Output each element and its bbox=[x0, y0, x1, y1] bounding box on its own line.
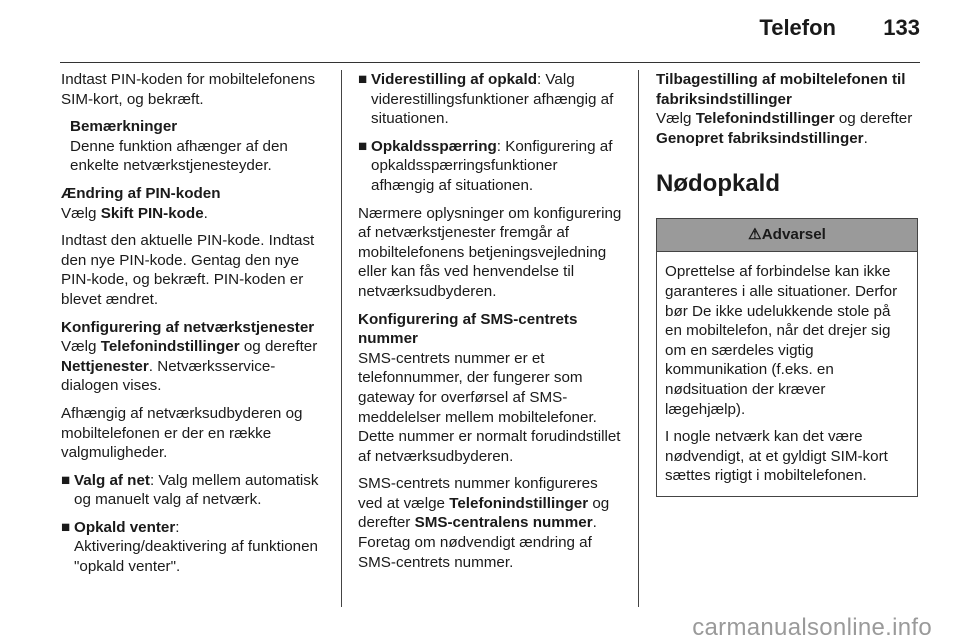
note-block bbox=[70, 117, 326, 176]
warning-title: Advarsel bbox=[761, 226, 826, 244]
emergency-heading: Nødopkald bbox=[656, 170, 780, 198]
bullet-list bbox=[358, 70, 623, 196]
section-heading: Tilbagestilling af mobiltelefonen til fabriksindstillinger bbox=[656, 71, 906, 108]
list-item: ■ Valg af net: Valg mellem automatisk og manuelt valg af netværk. bbox=[61, 471, 319, 509]
warning-header bbox=[657, 219, 917, 252]
section-paragraph: SMS-centrets nummer er et telefonnummer, der fungerer som gateway for overførsel af SMS-meddelelser mellem mobiltelefoner. Dette nummer er normalt forudindstillet af netværksudbyderen. bbox=[358, 349, 621, 465]
list-item: ■ Viderestilling af opkald: Valg viderestillingsfunktioner afhængig af situationen. bbox=[358, 71, 614, 128]
warning-paragraph: I nogle netværk kan det være nødvendigt, at et gyldigt SIM-kort sættes rigtigt i mobiltelefonen. bbox=[665, 428, 888, 485]
warning-box bbox=[656, 218, 918, 497]
watermark-text: carmanualsonline.info bbox=[692, 614, 932, 642]
section-paragraph: Indtast den aktuelle PIN-kode. Indtast den nye PIN-kode. Gentag den nye PIN-kode, og bekræft. PIN-koden er blevet ændret. bbox=[61, 232, 315, 308]
column-3 bbox=[656, 70, 922, 497]
list-item: ■ Opkaldsspærring: Konfigurering af opkaldsspærringsfunktioner afhængig af situationen. bbox=[358, 137, 613, 194]
note-title: Bemærkninger bbox=[70, 118, 178, 136]
page-number: 133 bbox=[883, 15, 920, 40]
section-paragraph: Nærmere oplysninger om konfigurering af netværkstjenester fremgår af mobiltelefonens betjeningsvejledning eller kan fås ved henvendelse til netværksudbyderen. bbox=[358, 204, 622, 300]
page-title: Telefon bbox=[759, 15, 836, 40]
column-1 bbox=[61, 70, 326, 585]
note-text: Denne funktion afhænger af den enkelte netværkstjenesteyder. bbox=[70, 137, 288, 175]
column-divider bbox=[638, 70, 639, 607]
warning-icon: ⚠ bbox=[748, 226, 762, 244]
section-paragraph: SMS-centrets nummer konfigureres ved at vælge Telefonindstillinger og derefter SMS-centralens nummer. Foretag om nødvendigt ændring af SMS-centrets nummer. bbox=[358, 475, 610, 571]
bullet-icon: ■ bbox=[358, 137, 368, 155]
section-paragraph: Vælg Telefonindstillinger og derefter Genopret fabriksindstillinger. bbox=[656, 110, 913, 147]
section-paragraph: Afhængig af netværksudbyderen og mobiltelefonen er der en række valgmuligheder. bbox=[61, 404, 303, 462]
section-paragraph: Vælg Telefonindstillinger og derefter Nettjenester. Netværksservice-dialogen vises. bbox=[61, 338, 318, 395]
section-paragraph: Vælg Skift PIN-kode. bbox=[61, 204, 208, 222]
warning-body bbox=[657, 252, 917, 496]
bullet-list bbox=[61, 471, 326, 577]
column-2 bbox=[358, 70, 623, 580]
section-heading: Konfigurering af netværkstjenester bbox=[61, 318, 315, 336]
list-item: ■ Opkald venter: Aktivering/deaktivering af funktionen "opkald venter". bbox=[61, 518, 318, 576]
column-divider bbox=[341, 70, 342, 607]
section-heading: Ændring af PIN-koden bbox=[61, 184, 221, 202]
warning-paragraph: Oprettelse af forbindelse kan ikke garanteres i alle situationer. Derfor bør De ikke udelukkende stole på en mobiltelefon, når det drejer sig om en særdeles vigtig kommunikation (f.eks. en nødsituation der kræver lægehjælp). bbox=[665, 263, 898, 418]
bullet-icon: ■ bbox=[61, 471, 71, 489]
intro-paragraph: Indtast PIN-koden for mobiltelefonens SIM-kort, og bekræft. bbox=[61, 71, 316, 108]
section-heading: Konfigurering af SMS-centrets nummer bbox=[358, 310, 578, 348]
page-header bbox=[60, 0, 920, 63]
bullet-icon: ■ bbox=[358, 71, 368, 88]
bullet-icon: ■ bbox=[61, 518, 71, 536]
